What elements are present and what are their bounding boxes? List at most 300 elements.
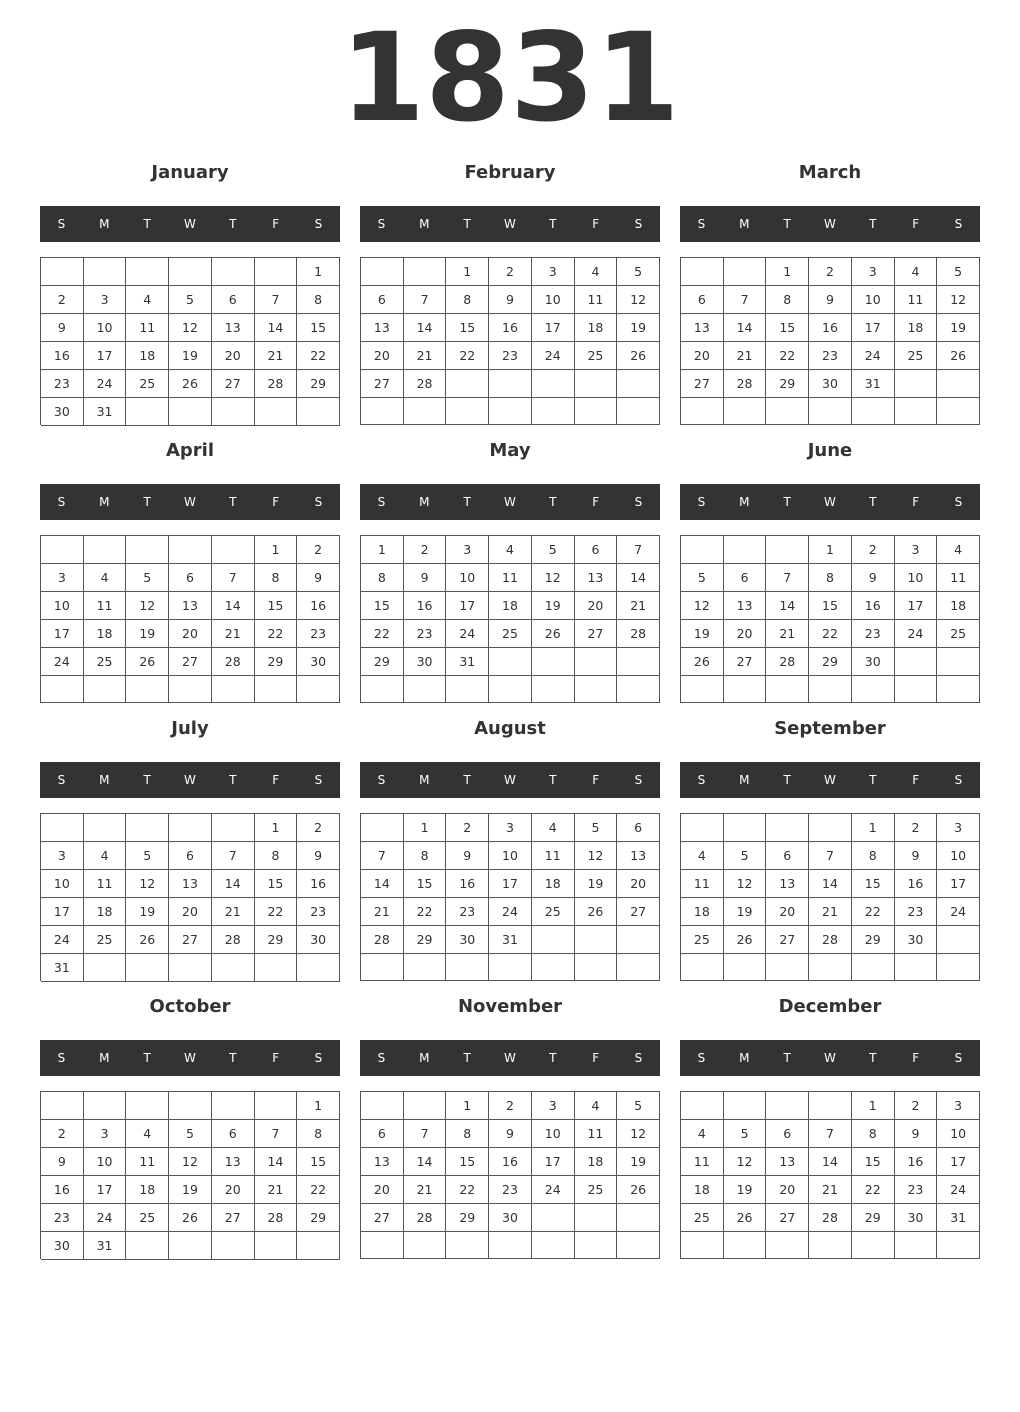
day-cell: 13 <box>361 1148 404 1176</box>
day-cell: 13 <box>575 564 618 592</box>
day-cell: 24 <box>852 342 895 370</box>
weekday-label: S <box>697 773 706 787</box>
weekday-label: F <box>272 495 280 509</box>
day-cell: 16 <box>895 870 938 898</box>
day-cell: 17 <box>41 620 84 648</box>
day-cell: 24 <box>895 620 938 648</box>
empty-cell <box>575 926 618 954</box>
empty-cell <box>532 398 575 425</box>
day-cell: 29 <box>852 1204 895 1232</box>
day-cell: 23 <box>489 1176 532 1204</box>
day-cell: 20 <box>361 342 404 370</box>
day-cell: 20 <box>575 592 618 620</box>
day-cell: 26 <box>169 1204 212 1232</box>
weekday-label: T <box>783 495 791 509</box>
day-cell: 11 <box>681 870 724 898</box>
empty-cell <box>766 676 809 703</box>
day-cell: 27 <box>169 648 212 676</box>
day-cell: 8 <box>446 1120 489 1148</box>
weekday-label: S <box>954 217 963 231</box>
day-cell: 9 <box>852 564 895 592</box>
weekday-label: S <box>377 773 386 787</box>
day-cell: 13 <box>169 870 212 898</box>
day-cell: 30 <box>489 1204 532 1232</box>
day-cell: 2 <box>41 286 84 314</box>
day-cell: 25 <box>575 342 618 370</box>
empty-cell <box>766 954 809 981</box>
weekday-label: T <box>229 495 237 509</box>
weekday-label: S <box>314 495 323 509</box>
empty-cell <box>809 676 852 703</box>
day-grid <box>360 257 660 425</box>
weekday-label: M <box>99 217 110 231</box>
empty-cell <box>489 1232 532 1259</box>
day-cell: 26 <box>126 926 169 954</box>
empty-cell <box>681 398 724 425</box>
empty-cell <box>724 258 767 286</box>
weekday-label: S <box>634 217 643 231</box>
empty-cell <box>937 676 980 703</box>
weekday-label: F <box>912 217 920 231</box>
empty-cell <box>169 1092 212 1120</box>
weekday-header <box>360 206 660 242</box>
day-cell: 10 <box>937 842 980 870</box>
day-cell: 17 <box>937 870 980 898</box>
day-cell: 18 <box>84 620 127 648</box>
empty-cell <box>297 676 340 703</box>
day-cell: 28 <box>724 370 767 398</box>
day-cell: 21 <box>255 342 298 370</box>
empty-cell <box>489 648 532 676</box>
day-cell: 29 <box>297 1204 340 1232</box>
day-cell: 1 <box>809 536 852 564</box>
day-cell: 3 <box>446 536 489 564</box>
day-cell: 21 <box>617 592 660 620</box>
day-cell: 9 <box>895 842 938 870</box>
day-cell: 9 <box>41 314 84 342</box>
day-cell: 1 <box>852 814 895 842</box>
empty-cell <box>809 1092 852 1120</box>
day-cell: 28 <box>617 620 660 648</box>
weekday-label: F <box>272 773 280 787</box>
empty-cell <box>937 926 980 954</box>
empty-cell <box>255 1092 298 1120</box>
day-cell: 26 <box>724 1204 767 1232</box>
day-cell: 25 <box>126 370 169 398</box>
weekday-label: T <box>463 495 471 509</box>
day-cell: 11 <box>84 870 127 898</box>
empty-cell <box>404 258 447 286</box>
day-cell: 20 <box>766 898 809 926</box>
day-cell: 22 <box>361 620 404 648</box>
day-cell: 4 <box>126 1120 169 1148</box>
empty-cell <box>575 1204 618 1232</box>
day-cell: 19 <box>681 620 724 648</box>
day-grid <box>40 257 340 425</box>
day-cell: 19 <box>126 620 169 648</box>
empty-cell <box>895 648 938 676</box>
day-cell: 1 <box>255 814 298 842</box>
day-cell: 12 <box>681 592 724 620</box>
day-cell: 29 <box>446 1204 489 1232</box>
day-cell: 20 <box>169 620 212 648</box>
day-cell: 7 <box>255 1120 298 1148</box>
weekday-label: M <box>419 773 430 787</box>
day-cell: 9 <box>404 564 447 592</box>
weekday-label: S <box>697 217 706 231</box>
day-cell: 1 <box>446 1092 489 1120</box>
day-cell: 27 <box>575 620 618 648</box>
day-cell: 15 <box>297 1148 340 1176</box>
day-grid <box>40 1091 340 1259</box>
month-january <box>40 158 340 419</box>
day-cell: 24 <box>937 1176 980 1204</box>
empty-cell <box>126 676 169 703</box>
weekday-label: T <box>869 495 877 509</box>
day-cell: 7 <box>724 286 767 314</box>
day-cell: 24 <box>84 1204 127 1232</box>
day-cell: 31 <box>446 648 489 676</box>
day-cell: 15 <box>766 314 809 342</box>
day-cell: 3 <box>41 564 84 592</box>
day-cell: 16 <box>489 1148 532 1176</box>
weekday-label: T <box>143 217 151 231</box>
day-cell: 27 <box>169 926 212 954</box>
day-cell: 7 <box>404 286 447 314</box>
day-grid <box>360 813 660 981</box>
weekday-label: S <box>954 773 963 787</box>
day-cell: 7 <box>255 286 298 314</box>
day-cell: 1 <box>766 258 809 286</box>
weekday-label: W <box>504 495 516 509</box>
day-cell: 19 <box>937 314 980 342</box>
day-cell: 15 <box>297 314 340 342</box>
empty-cell <box>41 258 84 286</box>
day-cell: 22 <box>446 342 489 370</box>
day-cell: 4 <box>532 814 575 842</box>
day-grid <box>360 1091 660 1259</box>
empty-cell <box>212 1232 255 1260</box>
day-cell: 4 <box>84 842 127 870</box>
empty-cell <box>126 814 169 842</box>
day-cell: 21 <box>404 342 447 370</box>
day-cell: 15 <box>255 592 298 620</box>
day-cell: 2 <box>297 814 340 842</box>
day-cell: 10 <box>84 314 127 342</box>
weekday-header <box>40 762 340 798</box>
day-cell: 9 <box>895 1120 938 1148</box>
day-cell: 27 <box>681 370 724 398</box>
day-cell: 12 <box>617 286 660 314</box>
day-cell: 4 <box>937 536 980 564</box>
weekday-label: M <box>99 1051 110 1065</box>
day-cell: 21 <box>766 620 809 648</box>
day-cell: 21 <box>809 1176 852 1204</box>
day-cell: 8 <box>255 564 298 592</box>
day-cell: 14 <box>212 592 255 620</box>
day-cell: 25 <box>681 926 724 954</box>
empty-cell <box>766 536 809 564</box>
day-cell: 29 <box>361 648 404 676</box>
day-cell: 30 <box>809 370 852 398</box>
day-cell: 4 <box>126 286 169 314</box>
day-cell: 1 <box>361 536 404 564</box>
weekday-header <box>680 206 980 242</box>
day-cell: 7 <box>361 842 404 870</box>
day-cell: 15 <box>852 1148 895 1176</box>
day-cell: 11 <box>489 564 532 592</box>
day-cell: 17 <box>532 314 575 342</box>
day-cell: 6 <box>169 564 212 592</box>
weekday-label: T <box>869 1051 877 1065</box>
empty-cell <box>724 676 767 703</box>
day-cell: 29 <box>852 926 895 954</box>
day-cell: 10 <box>532 1120 575 1148</box>
empty-cell <box>255 398 298 426</box>
empty-cell <box>404 1092 447 1120</box>
day-cell: 16 <box>852 592 895 620</box>
day-cell: 24 <box>84 370 127 398</box>
day-cell: 30 <box>297 926 340 954</box>
weekday-label: T <box>229 773 237 787</box>
empty-cell <box>169 1232 212 1260</box>
weekday-label: F <box>272 1051 280 1065</box>
day-cell: 4 <box>575 258 618 286</box>
day-cell: 5 <box>126 564 169 592</box>
empty-cell <box>84 814 127 842</box>
day-cell: 28 <box>809 926 852 954</box>
day-grid <box>680 535 980 703</box>
day-grid <box>680 813 980 981</box>
day-cell: 8 <box>297 286 340 314</box>
day-cell: 24 <box>532 1176 575 1204</box>
weekday-header <box>40 206 340 242</box>
empty-cell <box>617 954 660 981</box>
empty-cell <box>617 648 660 676</box>
day-cell: 30 <box>404 648 447 676</box>
weekday-label: S <box>697 495 706 509</box>
day-cell: 20 <box>169 898 212 926</box>
weekday-label: T <box>869 217 877 231</box>
empty-cell <box>212 954 255 982</box>
empty-cell <box>361 398 404 425</box>
day-cell: 3 <box>84 286 127 314</box>
day-cell: 20 <box>766 1176 809 1204</box>
day-cell: 19 <box>126 898 169 926</box>
day-cell: 10 <box>895 564 938 592</box>
day-cell: 25 <box>575 1176 618 1204</box>
empty-cell <box>724 1232 767 1259</box>
day-cell: 21 <box>809 898 852 926</box>
empty-cell <box>852 676 895 703</box>
day-cell: 13 <box>212 314 255 342</box>
day-cell: 25 <box>84 926 127 954</box>
empty-cell <box>41 676 84 703</box>
empty-cell <box>446 954 489 981</box>
day-cell: 8 <box>446 286 489 314</box>
empty-cell <box>809 398 852 425</box>
day-cell: 30 <box>41 398 84 426</box>
day-cell: 26 <box>617 342 660 370</box>
day-cell: 10 <box>852 286 895 314</box>
day-cell: 12 <box>617 1120 660 1148</box>
day-cell: 18 <box>937 592 980 620</box>
day-cell: 21 <box>361 898 404 926</box>
day-cell: 28 <box>809 1204 852 1232</box>
empty-cell <box>895 1232 938 1259</box>
day-cell: 8 <box>404 842 447 870</box>
day-cell: 23 <box>895 1176 938 1204</box>
day-cell: 6 <box>766 842 809 870</box>
day-cell: 1 <box>297 1092 340 1120</box>
empty-cell <box>446 1232 489 1259</box>
empty-cell <box>681 1092 724 1120</box>
day-cell: 26 <box>126 648 169 676</box>
day-cell: 4 <box>84 564 127 592</box>
day-cell: 19 <box>575 870 618 898</box>
day-cell: 11 <box>681 1148 724 1176</box>
empty-cell <box>489 398 532 425</box>
day-cell: 22 <box>809 620 852 648</box>
day-cell: 17 <box>895 592 938 620</box>
day-cell: 12 <box>937 286 980 314</box>
weekday-header <box>360 484 660 520</box>
day-cell: 19 <box>617 314 660 342</box>
day-cell: 8 <box>255 842 298 870</box>
empty-cell <box>532 1232 575 1259</box>
day-cell: 14 <box>255 1148 298 1176</box>
month-may <box>360 436 660 669</box>
empty-cell <box>404 398 447 425</box>
day-cell: 1 <box>446 258 489 286</box>
empty-cell <box>681 536 724 564</box>
weekday-label: W <box>824 217 836 231</box>
weekday-label: W <box>504 217 516 231</box>
empty-cell <box>532 648 575 676</box>
day-cell: 19 <box>169 342 212 370</box>
day-cell: 14 <box>766 592 809 620</box>
day-cell: 7 <box>404 1120 447 1148</box>
day-cell: 9 <box>489 286 532 314</box>
day-cell: 1 <box>255 536 298 564</box>
day-cell: 17 <box>84 342 127 370</box>
day-cell: 2 <box>489 1092 532 1120</box>
empty-cell <box>446 370 489 398</box>
day-cell: 9 <box>297 842 340 870</box>
day-cell: 6 <box>681 286 724 314</box>
weekday-label: F <box>912 1051 920 1065</box>
weekday-label: F <box>272 217 280 231</box>
weekday-header <box>680 484 980 520</box>
day-cell: 13 <box>212 1148 255 1176</box>
empty-cell <box>169 676 212 703</box>
day-cell: 23 <box>895 898 938 926</box>
day-cell: 25 <box>681 1204 724 1232</box>
day-cell: 17 <box>489 870 532 898</box>
empty-cell <box>617 926 660 954</box>
month-december <box>680 992 980 1225</box>
weekday-label: M <box>99 495 110 509</box>
empty-cell <box>126 536 169 564</box>
day-cell: 15 <box>809 592 852 620</box>
day-cell: 17 <box>532 1148 575 1176</box>
day-cell: 21 <box>255 1176 298 1204</box>
day-cell: 10 <box>41 592 84 620</box>
day-cell: 11 <box>126 314 169 342</box>
empty-cell <box>41 536 84 564</box>
day-cell: 9 <box>489 1120 532 1148</box>
day-cell: 18 <box>575 314 618 342</box>
weekday-label: M <box>419 495 430 509</box>
empty-cell <box>361 814 404 842</box>
day-cell: 13 <box>169 592 212 620</box>
day-cell: 23 <box>297 898 340 926</box>
day-cell: 12 <box>126 870 169 898</box>
empty-cell <box>126 954 169 982</box>
day-cell: 7 <box>766 564 809 592</box>
empty-cell <box>575 1232 618 1259</box>
day-cell: 28 <box>255 1204 298 1232</box>
empty-cell <box>126 1232 169 1260</box>
day-cell: 3 <box>84 1120 127 1148</box>
day-cell: 30 <box>852 648 895 676</box>
day-cell: 15 <box>852 870 895 898</box>
day-cell: 18 <box>895 314 938 342</box>
day-cell: 4 <box>681 842 724 870</box>
empty-cell <box>169 258 212 286</box>
day-cell: 9 <box>809 286 852 314</box>
day-cell: 6 <box>212 1120 255 1148</box>
day-cell: 27 <box>361 1204 404 1232</box>
empty-cell <box>724 814 767 842</box>
weekday-label: M <box>419 1051 430 1065</box>
empty-cell <box>84 258 127 286</box>
weekday-label: T <box>143 1051 151 1065</box>
day-cell: 13 <box>361 314 404 342</box>
empty-cell <box>809 954 852 981</box>
weekday-label: S <box>954 1051 963 1065</box>
day-cell: 23 <box>489 342 532 370</box>
day-cell: 17 <box>84 1176 127 1204</box>
day-cell: 12 <box>532 564 575 592</box>
weekday-label: W <box>824 1051 836 1065</box>
day-cell: 23 <box>41 1204 84 1232</box>
weekday-label: T <box>869 773 877 787</box>
day-cell: 13 <box>766 1148 809 1176</box>
day-grid <box>680 257 980 425</box>
month-title: October <box>149 996 231 1017</box>
day-cell: 29 <box>255 648 298 676</box>
empty-cell <box>84 676 127 703</box>
day-cell: 10 <box>446 564 489 592</box>
day-cell: 19 <box>724 1176 767 1204</box>
day-cell: 25 <box>84 648 127 676</box>
day-cell: 1 <box>297 258 340 286</box>
empty-cell <box>489 370 532 398</box>
day-cell: 7 <box>212 564 255 592</box>
day-cell: 18 <box>126 342 169 370</box>
empty-cell <box>937 370 980 398</box>
day-cell: 11 <box>895 286 938 314</box>
weekday-label: T <box>143 773 151 787</box>
day-cell: 8 <box>361 564 404 592</box>
weekday-label: W <box>824 773 836 787</box>
empty-cell <box>212 398 255 426</box>
day-cell: 9 <box>446 842 489 870</box>
weekday-label: T <box>549 217 557 231</box>
day-cell: 11 <box>532 842 575 870</box>
day-cell: 17 <box>937 1148 980 1176</box>
